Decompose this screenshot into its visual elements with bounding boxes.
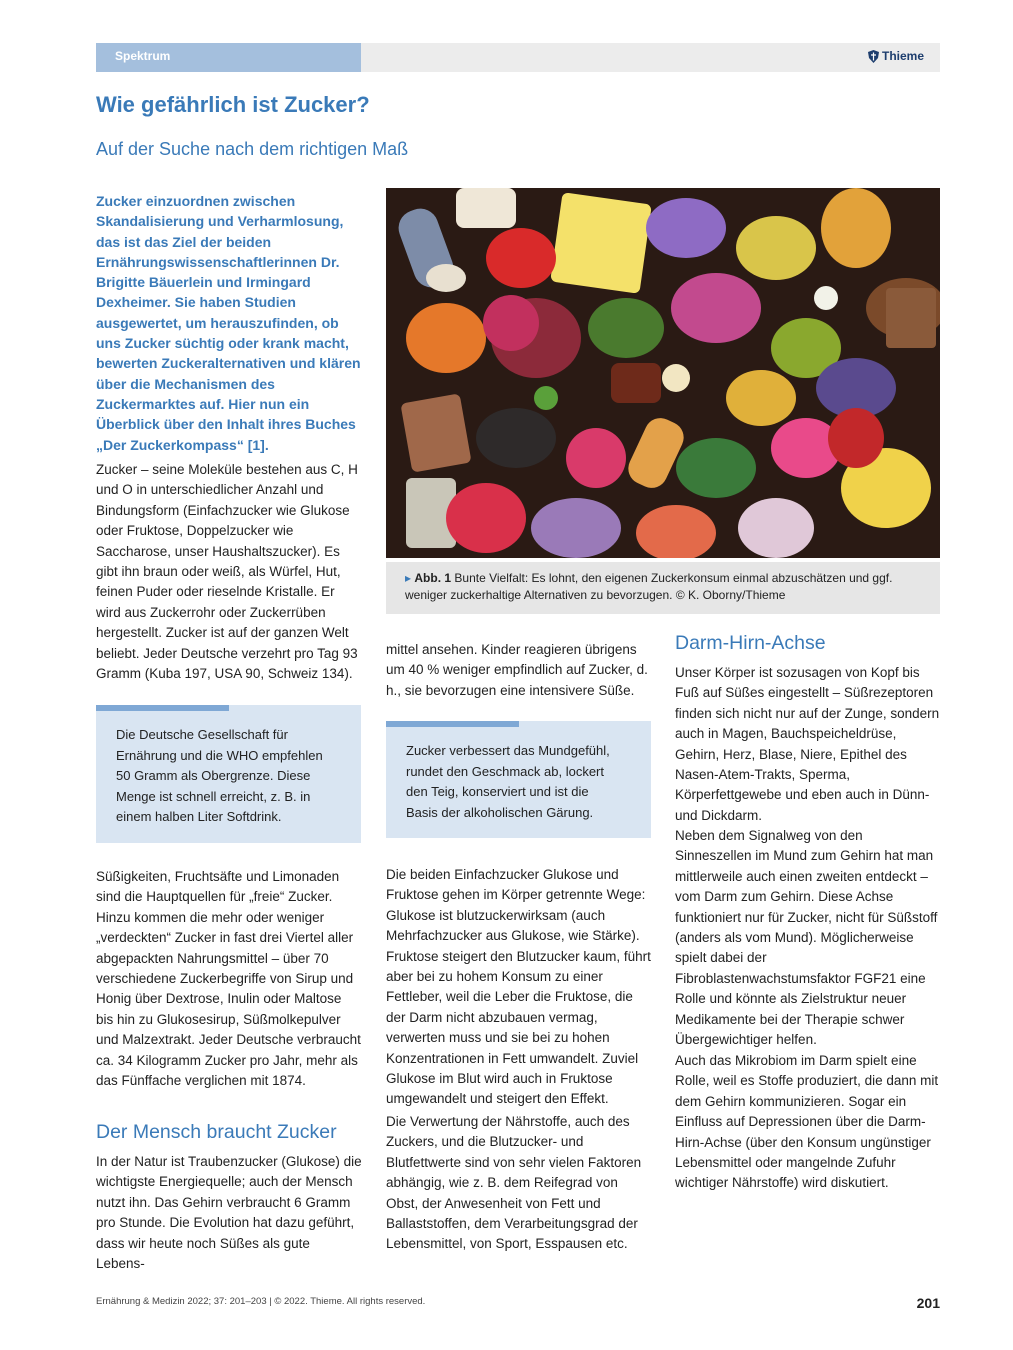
candy-photo — [386, 188, 940, 558]
body-paragraph: Neben dem Signalweg von den Sinneszellen im Mund zum Gehirn hat man mittlerweile auch einen zweiten entdeckt – vom Darm zum Gehirn. Diese Achse funktioniert nur für Zucker, nicht für Süßstoff (anders als vom Mund). Möglicherweise spielt dabei der Fibroblastenwachstumsfaktor FGF21 eine Rolle und könnte als Zielstruktur neuer Medikamente bei der Therapie schwer Übergewichtiger helfen. — [675, 828, 938, 1048]
column-1-intro — [96, 460, 362, 684]
publisher-header-bar — [361, 43, 940, 72]
lead-paragraph: Zucker einzuordnen zwischen Skandalisierung und Verharmlosung, das ist das Ziel der beiden Ernährungswissenschaftlerinnen Dr. Brigitte Bäuerlein und Irmingard Dexheimer. Sie haben Studien ausgewertet, um herauszufinden, ob uns Zucker süchtig oder krank macht, bewerten Zuckeralternativen und klären über die Mechanismen des Zuckermarktes auf. Hier nun ein Überblick über den Inhalt ihres Buches „Der Zuckerkompass“ [1]. — [96, 193, 361, 453]
section-header-bar — [96, 43, 361, 72]
column-1-sources — [96, 867, 362, 1091]
section-heading-darm: Darm-Hirn-Achse — [675, 632, 826, 654]
column-3-microbiome — [675, 1051, 940, 1194]
figure-caption — [386, 562, 940, 614]
page-number: 201 — [916, 1295, 940, 1311]
body-paragraph: mittel ansehen. Kinder reagieren übrigens um 40 % weniger empfindlich auf Zucker, d. h., sie bevorzugen eine intensivere Süße. — [386, 642, 648, 698]
column-2-intro — [386, 640, 651, 701]
column-3-signal — [675, 826, 940, 1050]
footer-citation: Ernährung & Medizin 2022; 37: 201–203 | © 2022. Thieme. All rights reserved. — [96, 1296, 426, 1307]
section-label: Spektrum — [115, 49, 171, 63]
shield-icon — [868, 50, 879, 63]
figure-label: Abb. 1 — [414, 571, 452, 585]
column-1-mensch — [96, 1152, 362, 1274]
body-paragraph: Die beiden Einfachzucker Glukose und Fruktose gehen im Körper getrennte Wege: Glukose ist blutzuckerwirksam (auch Mehrfachzucker aus Glukose, wie Stärke). Fruktose steigert den Blutzucker kaum, führt aber bei zu hohem Konsum zu einer Fettleber, weil die Leber die Fruktose, die der Darm nicht abzubauen vermag, verwerten muss und sie bei zu hohen Konzentrationen in Fett umwandelt. Zuviel Glukose im Blut wird auch in Fruktose umgewandelt und steigert den Effekt. — [386, 867, 651, 1107]
body-paragraph: Unser Körper ist sozusagen von Kopf bis Fuß auf Süßes eingestellt – Süßrezeptoren finden sich nicht nur auf der Zunge, sondern auch in Magen, Bauchspeicheldrüse, Gehirn, Herz, Blase, Niere, Epithel des Nasen-Atem-Trakts, Sperma, Körperfettgewebe und eben auch in Dünn- und Dickdarm. — [675, 665, 940, 823]
info-box-recommendation — [96, 705, 361, 843]
column-2-glucose — [386, 865, 651, 1110]
figure-caption-text: Bunte Vielfalt: Es lohnt, den eigenen Zuckerkonsum einmal abzuschätzen und ggf. weniger zuckerhaltige Alternativen zu bevorzugen. © K. Oborny/Thieme — [405, 571, 893, 602]
publisher-logo — [868, 49, 924, 63]
body-paragraph: Die Verwertung der Nährstoffe, auch des Zuckers, und die Blutzucker- und Blutfettwerte sind von sehr vielen Faktoren abhängig, wie z. B. dem Reifegrad von Obst, der Anwesenheit von Fett und Ballaststoffen, dem Verarbeitungsgrad der Lebensmittel, von Sport, Esspausen etc. — [386, 1114, 642, 1252]
info-box-text: Zucker verbessert das Mundgefühl, rundet den Geschmack ab, lockert den Teig, konserviert und ist die Basis der alkoholischen Gärung. — [406, 743, 610, 820]
section-heading-mensch: Der Mensch braucht Zucker — [96, 1121, 337, 1143]
info-box-text: Die Deutsche Gesellschaft für Ernährung und die WHO empfehlen 50 Gramm als Obergrenze. Diese Menge ist schnell erreicht, z. B. in einem halben Liter Softdrink. — [116, 727, 323, 824]
info-box-function — [386, 721, 651, 838]
box-accent-bar — [386, 721, 519, 727]
publisher-name: Thieme — [881, 49, 924, 63]
body-paragraph: Süßigkeiten, Fruchtsäfte und Limonaden sind die Hauptquellen für „freie“ Zucker. Hinzu kommen die mehr oder weniger „verdeckten“ Zucker in fast drei Viertel aller abgepackten Nahrungsmittel – über 70 verschiedene Zuckerbegriffe von Sirup und Honig über Dextrose, Inulin oder Maltose bis hin zu Glukosesirup, Süßmolkepulver und Malzextrakt. Jeder Deutsche verbraucht ca. 34 Kilogramm Zucker pro Jahr, mehr als das Fünffache verglichen mit 1874. — [96, 869, 361, 1089]
body-paragraph: In der Natur ist Traubenzucker (Glukose) die wichtigste Energiequelle; auch der Mensch nutzt ihn. Das Gehirn verbraucht 6 Gramm pro Stunde. Die Evolution hat dazu geführt, dass wir heute noch Süßes als gute Lebens- — [96, 1154, 362, 1272]
article-title: Wie gefährlich ist Zucker? — [96, 92, 370, 117]
column-3-receptors — [675, 663, 940, 826]
column-2-metabolism — [386, 1112, 651, 1255]
body-paragraph: Zucker – seine Moleküle bestehen aus C, H und O in unterschiedlicher Anzahl und Bindungsform (Einfachzucker wie Glukose oder Fruktose, Doppelzucker wie Saccharose, unser Haushaltszucker). Es gibt ihn braun oder weiß, als Würfel, Hut, feinen Puder oder rieselnde Kristalle. Er wird aus Zuckerrohr oder Zuckerrüben hergestellt. Zucker ist auf der ganzen Welt beliebt. Jeder Deutsche verzehrt pro Tag 93 Gramm (Kuba 197, USA 90, Schweiz 134). — [96, 462, 358, 682]
article-subtitle: Auf der Suche nach dem richtigen Maß — [96, 139, 409, 159]
box-accent-bar — [96, 705, 229, 711]
candy-image — [386, 188, 940, 558]
caption-arrow-icon: ▸ — [405, 571, 412, 585]
body-paragraph: Auch das Mikrobiom im Darm spielt eine Rolle, weil es Stoffe produziert, die dann mit dem Gehirn kommunizieren. Sogar ein Einfluss auf Depressionen über die Darm-Hirn-Achse (über den Konsum ungünstiger Lebensmittel oder mangelnde Zufuhr wichtiger Nährstoffe) wird diskutiert. — [675, 1053, 939, 1191]
